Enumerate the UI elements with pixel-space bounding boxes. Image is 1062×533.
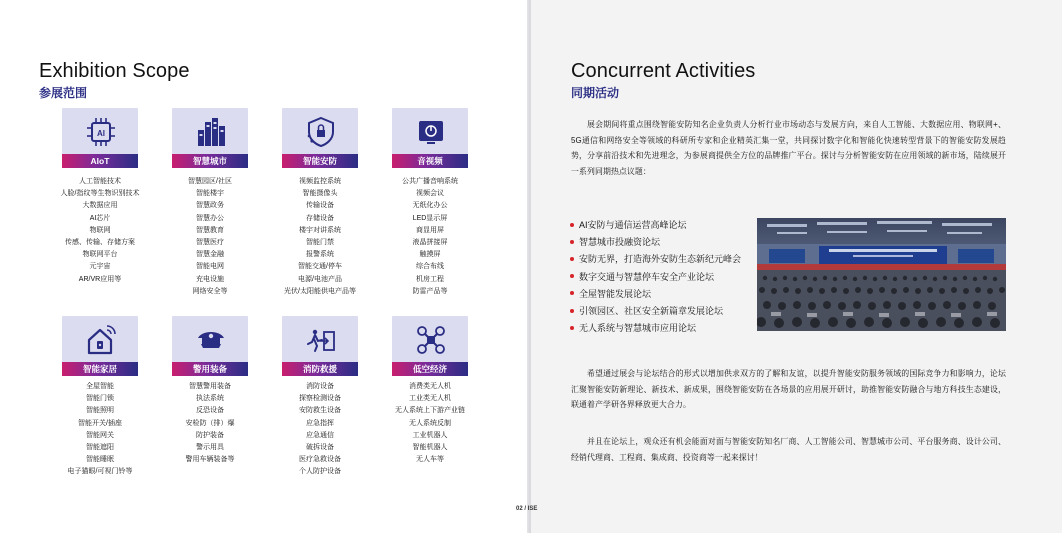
list-item: 人工智能技术 [79, 178, 121, 185]
list-item: 安检防（排）爆 [185, 419, 235, 427]
category-items-fire-rescue [265, 381, 375, 479]
category-label: 消防救援 [282, 362, 358, 376]
exhibition-scope-subtitle: 参展范围 [39, 86, 88, 100]
list-item: 智能电网 [196, 263, 224, 271]
category-items-smart-city [155, 176, 265, 298]
intro-paragraph: 展会期间将重点围绕智能安防知名企业负责人分析行业市场动态与发展方向，来自人工智能、大数据应用、物联网+、5G通信和网络安全等领域的科研所专家和企业精英汇集一堂，共同探讨数字化和智能化快速转型背景下的智能安防发展趋势，分享前沿技术和先进理念，为参展商提供全方位的品牌推广平台。探讨与分析智能安防在应用领域的新市场，陆续展开一系列同期热点议题： [571, 120, 1006, 176]
drone-icon [416, 324, 446, 356]
concurrent-activities-subtitle: 同期活动 [571, 86, 620, 100]
list-item: 防护装备 [196, 431, 224, 439]
category-label: 低空经济 [392, 362, 468, 376]
list-item: 智能机器人 [412, 444, 448, 452]
category-label: 智能安防 [282, 154, 358, 168]
list-item: 工业机器人 [412, 431, 448, 439]
category-tile-smart-city [172, 108, 248, 168]
list-item: 电子猫眼/可视门铃等 [67, 468, 133, 476]
list-item: 警示用具 [196, 444, 224, 452]
category-label: 智慧城市 [172, 154, 248, 168]
activity-item: 安防无界，打造海外安防生态新纪元峰会 [570, 251, 755, 268]
list-item: 智能睡眠 [86, 456, 114, 464]
category-items-audio-video [375, 176, 485, 298]
category-items-police-equipment [155, 381, 265, 466]
exhibition-scope-title: Exhibition Scope [39, 60, 190, 82]
list-item: 机房工程 [416, 275, 444, 283]
list-item: AI芯片 [89, 214, 111, 222]
activity-item: AI安防与通信运营高峰论坛 [570, 217, 755, 234]
list-item: 智能遮阳 [86, 444, 114, 452]
list-item: 智慧办公 [196, 214, 224, 222]
list-item: 智能门锁 [86, 395, 114, 403]
list-item: 触摸屏 [419, 251, 441, 259]
category-items-aiot [45, 176, 155, 286]
smart-city-buildings-icon [196, 116, 226, 148]
list-item: 智能门禁 [306, 239, 334, 247]
category-tile-aiot [62, 108, 138, 168]
left-page [0, 0, 529, 533]
bullet-icon [570, 257, 574, 261]
list-item: 综合布线 [416, 263, 444, 271]
smart-home-icon [86, 324, 116, 356]
list-item: 智能楼宇 [196, 190, 224, 198]
list-item: 智能摄像头 [302, 190, 338, 198]
category-tile-low-altitude [392, 316, 468, 376]
audience-paragraph: 并且在论坛上，观众还有机会能面对面与智能安防知名厂商、人工智能公司、智慧城市公司、平台服务商、设计公司、经销代理商、工程商、集成商、投资商等一起来探讨！ [571, 437, 1006, 462]
list-item: 应急通信 [306, 431, 334, 439]
list-item: AR/VR应用等 [78, 275, 122, 283]
list-item: 智慧政务 [196, 202, 224, 210]
list-item: 楼宇对讲系统 [299, 226, 341, 234]
category-label: 音视频 [392, 154, 468, 168]
list-item: 电源/电池产品 [298, 275, 342, 283]
ai-chip-icon [86, 116, 116, 148]
list-item: 公共广播音响系统 [402, 178, 458, 185]
bullet-icon [570, 240, 574, 244]
category-label: AIoT [62, 154, 138, 168]
list-item: 智慧医疗 [196, 239, 224, 247]
list-item: 视频会议 [416, 190, 444, 198]
activity-item: 智慧城市投融资论坛 [570, 234, 755, 251]
list-item: 报警系统 [306, 251, 334, 259]
activities-list [570, 217, 755, 337]
list-item: 智慧金融 [196, 251, 224, 259]
activity-item: 引领园区、社区安全新篇章发展论坛 [570, 303, 755, 320]
category-tile-smart-home [62, 316, 138, 376]
list-item: 传感、传输、存储方案 [65, 239, 135, 247]
list-item: 医疗急救设备 [299, 456, 341, 464]
list-item: 光伏/太阳能供电产品等 [284, 287, 356, 295]
list-item: 反恐设备 [196, 407, 224, 415]
category-items-smart-home [45, 381, 155, 479]
list-item: 探察检测设备 [299, 395, 341, 403]
list-item: 应急指挥 [306, 419, 334, 427]
police-cap-icon [196, 324, 226, 356]
list-item: 物联网平台 [82, 251, 118, 259]
list-item: 智慧园区/社区 [188, 178, 232, 185]
activity-item: 数字交通与智慧停车安全产业论坛 [570, 269, 755, 286]
list-item: 视频监控系统 [299, 178, 341, 185]
list-item: 安防救生设备 [299, 407, 341, 415]
bullet-icon [570, 274, 574, 278]
conference-hall-image [757, 218, 1006, 331]
category-tile-smart-security [282, 108, 358, 168]
list-item: 物联网 [89, 226, 111, 234]
category-tile-fire-rescue [282, 316, 358, 376]
list-item: 工业类无人机 [409, 395, 451, 403]
list-item: 消费类无人机 [409, 383, 451, 390]
list-item: 无人车等 [416, 456, 444, 464]
list-item: 大数据应用 [82, 202, 118, 210]
category-items-low-altitude [375, 381, 485, 466]
shield-lock-icon [306, 116, 336, 148]
activity-item: 无人系统与智慧城市应用论坛 [570, 320, 755, 337]
list-item: 智能网关 [86, 431, 114, 439]
list-item: 智能交通/停车 [298, 263, 342, 271]
category-tile-police-equipment [172, 316, 248, 376]
list-item: 无纸化办公 [412, 202, 448, 210]
list-item: 全屋智能 [86, 383, 114, 390]
list-item: 充电设施 [196, 275, 224, 283]
list-item: 防雷产品等 [412, 287, 448, 295]
category-label: 智能家居 [62, 362, 138, 376]
list-item: 消防设备 [306, 383, 334, 390]
list-item: LED显示屏 [412, 214, 448, 222]
list-item: 元宇宙 [89, 263, 111, 271]
bullet-icon [570, 309, 574, 313]
closing-paragraph: 希望通过展会与论坛结合的形式以增加供求双方的了解和友谊，以提升智能安防服务领域的国际竞争力和影响力，论坛汇聚智能安防新理论、新技术、新成果，围绕智能安防在各场景的应用展开研讨，助推智能安防融合与地方科技生态建设，联通着产学研各界释放更大合力。 [571, 369, 1006, 410]
list-item: 人脸/指纹等生物识别技术 [60, 190, 140, 198]
list-item: 智能开关/插座 [78, 419, 122, 427]
list-item: 液晶拼接屏 [412, 239, 448, 247]
list-item: 商显用屏 [416, 226, 444, 234]
activity-item: 全屋智能发展论坛 [570, 286, 755, 303]
list-item: 个人防护设备 [299, 468, 341, 476]
list-item: 无人系统上下游产业链 [395, 407, 465, 415]
bullet-icon [570, 291, 574, 295]
bullet-icon [570, 223, 574, 227]
list-item: 破拆设备 [306, 444, 334, 452]
svg-text:AI: AI [97, 129, 105, 138]
page-number: 02 / ISE [516, 506, 538, 512]
fire-exit-icon [306, 324, 336, 356]
list-item: 智慧警用装备 [189, 383, 231, 390]
category-items-smart-security [265, 176, 375, 298]
list-item: 智能照明 [86, 407, 114, 415]
conference-photo [757, 218, 1006, 331]
list-item: 警用车辆装备等 [185, 456, 235, 464]
display-screen-icon [416, 116, 446, 148]
list-item: 存储设备 [306, 214, 334, 222]
list-item: 网络安全等 [192, 287, 228, 295]
concurrent-activities-title: Concurrent Activities [571, 60, 756, 82]
category-label: 警用装备 [172, 362, 248, 376]
list-item: 执法系统 [196, 395, 224, 403]
list-item: 智慧教育 [196, 226, 224, 234]
list-item: 传输设备 [306, 202, 334, 210]
category-tile-audio-video [392, 108, 468, 168]
bullet-icon [570, 326, 574, 330]
list-item: 无人系统反制 [409, 419, 451, 427]
